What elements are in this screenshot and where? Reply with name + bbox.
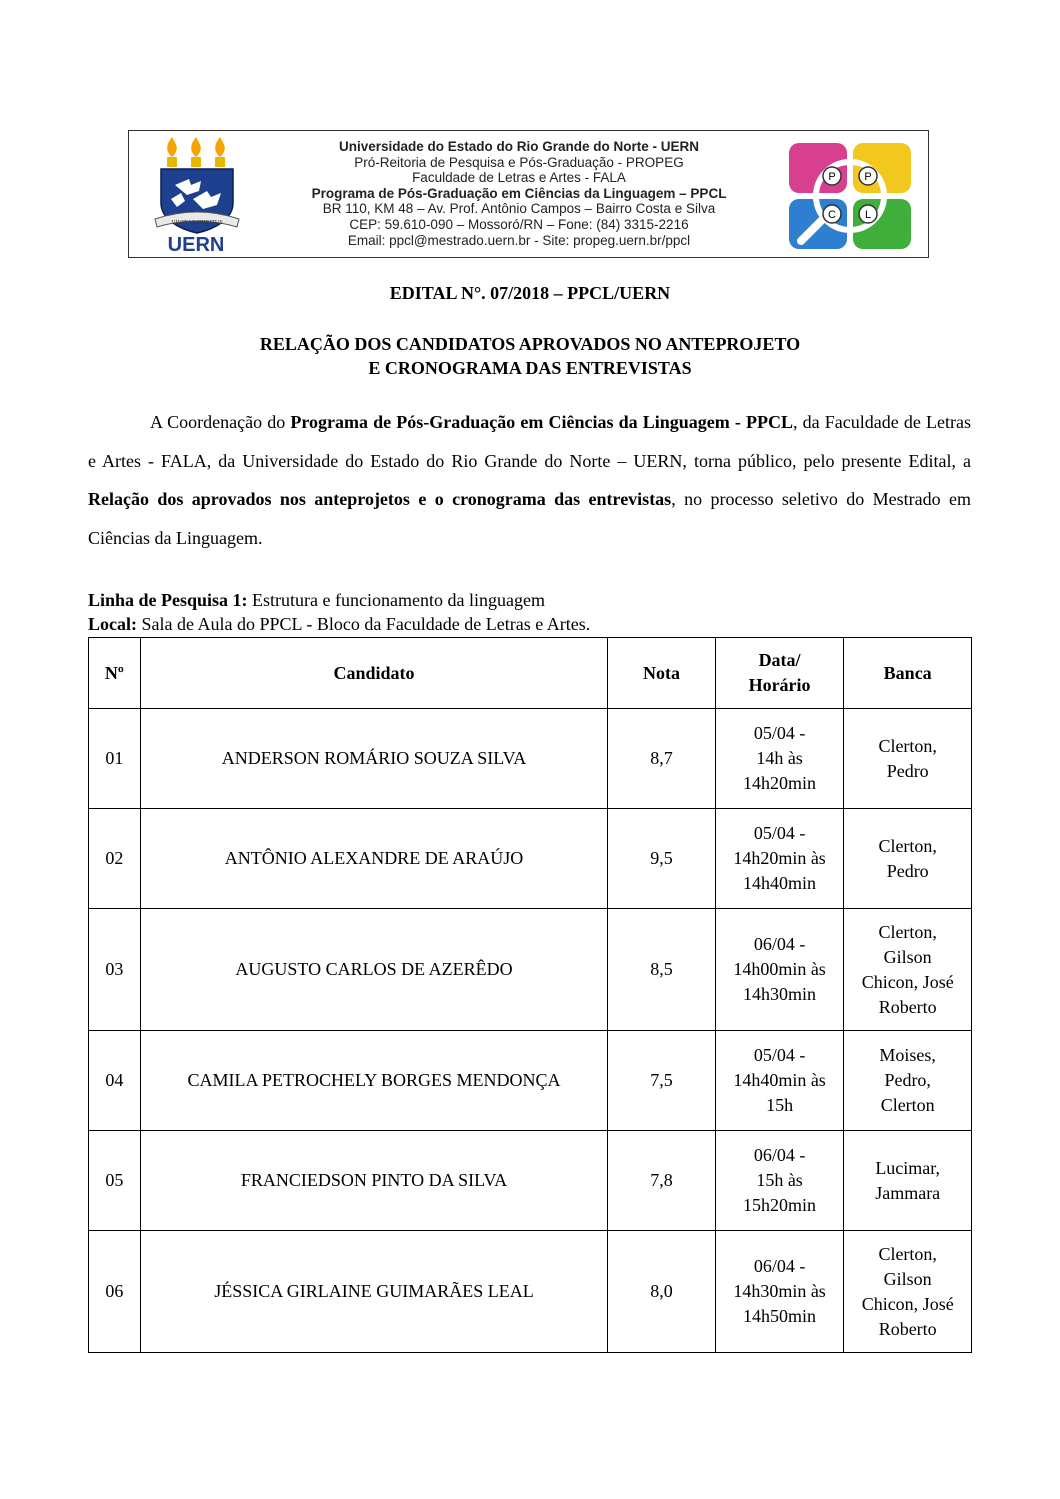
cell-date-time: 06/04 - 14h00min às 14h30min bbox=[715, 909, 844, 1031]
table-row bbox=[89, 1031, 972, 1131]
cell-no: 05 bbox=[89, 1131, 141, 1231]
cell-committee: Moises, Pedro, Clerton bbox=[844, 1031, 972, 1131]
location-label: Local: bbox=[88, 614, 137, 634]
table-header-row bbox=[89, 638, 972, 709]
cell-date-time: 05/04 - 14h às 14h20min bbox=[715, 709, 844, 809]
header-candidate: Candidato bbox=[140, 638, 607, 709]
cell-candidate: AUGUSTO CARLOS DE AZERÊDO bbox=[140, 909, 607, 1031]
table-row bbox=[89, 709, 972, 809]
table-row bbox=[89, 809, 972, 909]
uern-logo bbox=[141, 135, 251, 255]
cell-no: 06 bbox=[89, 1231, 141, 1353]
institution-details bbox=[259, 139, 779, 248]
university-name: Universidade do Estado do Rio Grande do Norte - UERN bbox=[338, 139, 700, 154]
cell-grade: 8,7 bbox=[608, 709, 716, 809]
cell-date-time: 05/04 - 14h40min às 15h bbox=[715, 1031, 844, 1131]
email-site: Email: ppcl@mestrado.uern.br - Site: propeg.uern.br/ppcl bbox=[347, 232, 691, 248]
cell-no: 03 bbox=[89, 909, 141, 1031]
cell-grade: 8,5 bbox=[608, 909, 716, 1031]
edital-title: EDITAL N°. 07/2018 – PPCL/UERN bbox=[389, 283, 671, 303]
cell-date-time: 06/04 - 15h às 15h20min bbox=[715, 1131, 844, 1231]
intro-text-2: , da Faculdade de Letras e Artes - FALA, da Universidade do Estado do Rio Grande do Norte – UERN, torna público, pelo presente Edital, a bbox=[88, 412, 971, 471]
cell-committee: Clerton, Pedro bbox=[844, 809, 972, 909]
cep-phone: CEP: 59.610-090 – Mossoró/RN – Fone: (84) 3315-2216 bbox=[349, 216, 689, 232]
intro-text-3: , no processo seletivo do Mestrado em Ciências da Linguagem. bbox=[88, 489, 972, 548]
cell-committee: Lucimar, Jammara bbox=[844, 1131, 972, 1231]
cell-candidate: FRANCIEDSON PINTO DA SILVA bbox=[140, 1131, 607, 1231]
letterhead bbox=[128, 130, 929, 258]
cell-candidate: ANDERSON ROMÁRIO SOUZA SILVA bbox=[140, 709, 607, 809]
svg-text:L: L bbox=[864, 209, 872, 221]
cell-grade: 7,5 bbox=[608, 1031, 716, 1131]
table-row bbox=[89, 1231, 972, 1353]
cell-candidate: JÉSSICA GIRLAINE GUIMARÃES LEAL bbox=[140, 1231, 607, 1353]
header-grade: Nota bbox=[608, 638, 716, 709]
cell-candidate: CAMILA PETROCHELY BORGES MENDONÇA bbox=[140, 1031, 607, 1131]
intro-paragraph bbox=[88, 403, 971, 557]
research-line bbox=[88, 588, 545, 612]
uern-motto: VIVIT VI SPIRITUS bbox=[171, 220, 223, 226]
cell-committee: Clerton, Gilson Chicon, José Roberto bbox=[844, 1231, 972, 1353]
location-line bbox=[88, 612, 590, 636]
cell-candidate: ANTÔNIO ALEXANDRE DE ARAÚJO bbox=[140, 809, 607, 909]
subtitle-line-2: E CRONOGRAMA DAS ENTREVISTAS bbox=[368, 358, 692, 378]
document-subtitle bbox=[0, 332, 1060, 380]
faculty: Faculdade de Letras e Artes - FALA bbox=[412, 170, 626, 186]
cell-grade: 7,8 bbox=[608, 1131, 716, 1231]
svg-text:P: P bbox=[864, 171, 872, 183]
torch-icons bbox=[167, 137, 225, 167]
location-value: Sala de Aula do PPCL - Bloco da Faculdade de Letras e Artes. bbox=[137, 614, 591, 634]
intro-text-1: A Coordenação do bbox=[150, 412, 291, 432]
cell-no: 04 bbox=[89, 1031, 141, 1131]
header-date-time: Data/ Horário bbox=[715, 638, 844, 709]
cell-date-time: 06/04 - 14h30min às 14h50min bbox=[715, 1231, 844, 1353]
ppcl-logo bbox=[787, 141, 913, 251]
uern-wordmark: UERN bbox=[167, 234, 225, 255]
research-line-value: Estrutura e funcionamento da linguagem bbox=[247, 590, 545, 610]
cell-committee: Clerton, Gilson Chicon, José Roberto bbox=[844, 909, 972, 1031]
subtitle-line-1: RELAÇÃO DOS CANDIDATOS APROVADOS NO ANTEPROJETO bbox=[259, 334, 801, 354]
intro-list-title: Relação dos aprovados nos anteprojetos e o cronograma das entrevistas bbox=[88, 489, 672, 509]
svg-text:P: P bbox=[828, 171, 836, 183]
program-name: Programa de Pós-Graduação em Ciências da Linguagem – PPCL bbox=[311, 185, 727, 201]
research-line-label: Linha de Pesquisa 1: bbox=[88, 590, 248, 610]
pro-rectory: Pró-Reitoria de Pesquisa e Pós-Graduação - PROPEG bbox=[354, 154, 684, 170]
header-committee: Banca bbox=[844, 638, 972, 709]
cell-no: 01 bbox=[89, 709, 141, 809]
address: BR 110, KM 48 – Av. Prof. Antônio Campos – Bairro Costa e Silva bbox=[322, 201, 716, 217]
intro-program-name: Programa de Pós-Graduação em Ciências da Linguagem - PPCL bbox=[290, 412, 794, 432]
cell-grade: 8,0 bbox=[608, 1231, 716, 1353]
table-row bbox=[89, 1131, 972, 1231]
svg-text:C: C bbox=[828, 209, 836, 221]
cell-committee: Clerton, Pedro bbox=[844, 709, 972, 809]
candidates-table bbox=[88, 637, 972, 1353]
cell-no: 02 bbox=[89, 809, 141, 909]
cell-grade: 9,5 bbox=[608, 809, 716, 909]
header-no: Nº bbox=[89, 638, 141, 709]
cell-date-time: 05/04 - 14h20min às 14h40min bbox=[715, 809, 844, 909]
table-row bbox=[89, 909, 972, 1031]
